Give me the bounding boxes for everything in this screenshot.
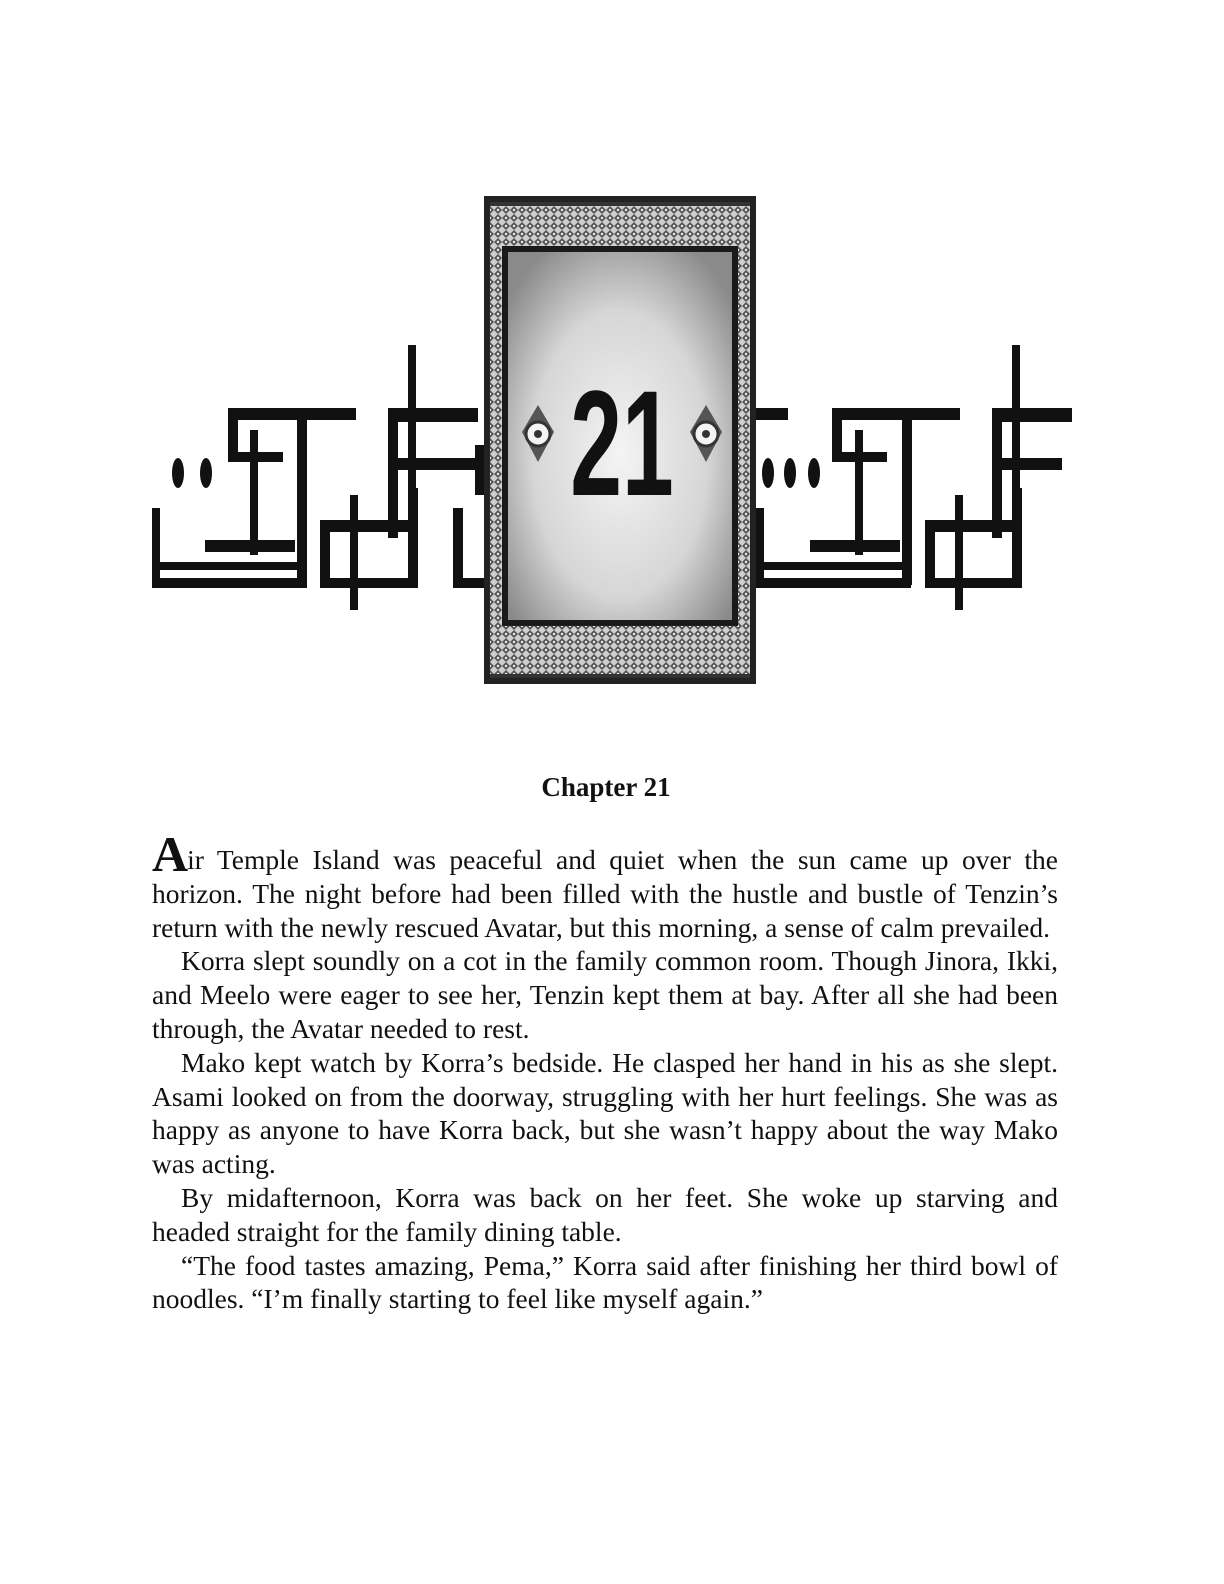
right-meander-decoration (756, 345, 1072, 610)
paragraph-3: Mako kept watch by Korra’s bedside. He clasped her hand in his as she slept. Asami looked on from the doorway, struggling with her hurt feelings. She was as happy as anyone to have Korra back, but she wasn’t happy about the way Mako was acting. (152, 1046, 1058, 1180)
left-meander-decoration (152, 345, 488, 610)
drop-cap: A (152, 826, 188, 882)
chapter-ornament (150, 190, 1074, 690)
chapter-heading: Chapter 21 (541, 772, 671, 802)
chapter-number: 21 (570, 360, 674, 528)
paragraph-1-text: ir Temple Island was peaceful and quiet when the sun came up over the horizon. The night before had been filled with the hustle and bustle of Tenzin’s return with the newly rescued Avatar, but this morning, a sense of calm prevailed. (152, 844, 1058, 943)
paragraph-4: By midafternoon, Korra was back on her feet. She woke up starving and headed straight for the family dining table. (152, 1181, 1058, 1247)
chapter-body (152, 826, 1058, 1316)
paragraph-2: Korra slept soundly on a cot in the family common room. Though Jinora, Ikki, and Meelo were eager to see her, Tenzin kept them at bay. After all she had been through, the Avatar needed to rest. (152, 945, 1058, 1044)
paragraph-1 (152, 826, 1058, 944)
paragraph-5: “The food tastes amazing, Pema,” Korra said after finishing her third bowl of noodles. “I’m finally starting to feel like myself again.” (152, 1249, 1058, 1315)
